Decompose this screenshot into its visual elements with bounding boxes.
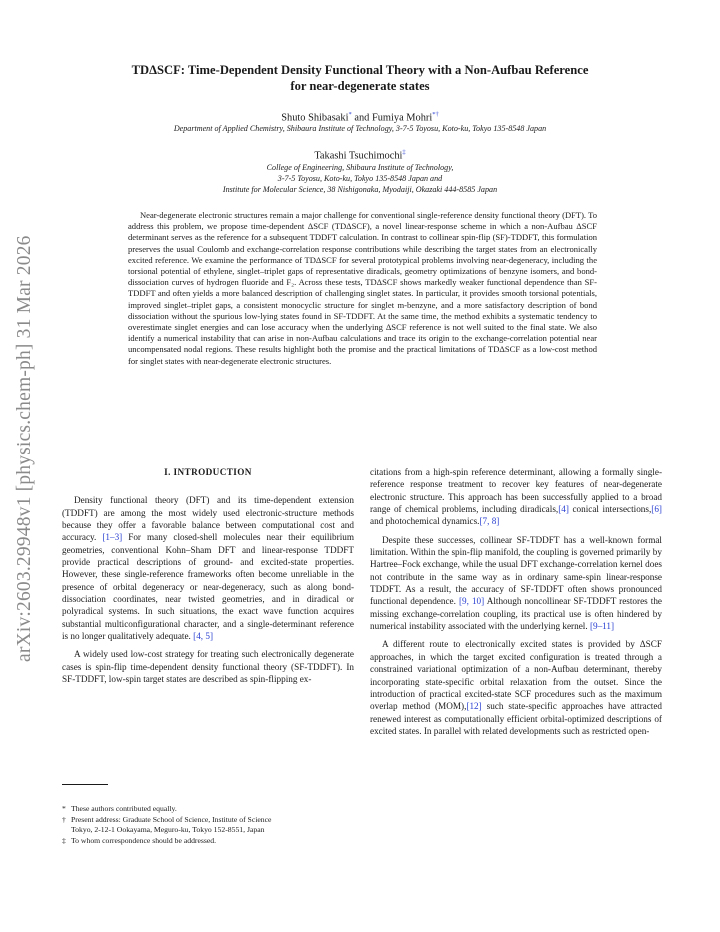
paragraph-text: such state-specific approaches have attracted renewed interest as computationally efficient orbital-optimized descriptions of excited states. In parallel with related developments such as restricted open- (370, 701, 663, 736)
paragraph: A widely used low-cost strategy for treating such electronically degenerate cases is spin-flip time-dependent density functional theory (SF-TDDFT). In SF-TDDFT, low-spin target states are described as spin-flipping ex- (62, 649, 354, 685)
footnote-text: Present address: Graduate School of Science, Institute of Science (71, 814, 272, 824)
author-line-1 (60, 111, 660, 123)
author-name: Shuto Shibasaki (281, 112, 349, 124)
paragraph-text: Although noncollinear SF-TDDFT restores the missing exchange-correlation coupling, its practical use is often hindered by numerical instability associated with the underlying kernel. (370, 596, 662, 632)
abstract: Near-degenerate electronic structures remain a major challenge for conventional single-reference density functional theory (DFT). To address this problem, we propose time-dependent ΔSCF (TDΔSCF), a novel linear-response scheme in which a non-Aufbau ΔSCF determinant serves as the reference for a subsequent TDDFT calculation. In contrast to collinear spin-flip (SF)-TDDFT, this formulation preserves the usual Coulomb and exchange-correlation response contributions while describing the target states from an electronically excited reference. We examine the performance of TDΔSCF for several prototypical problems involving near-degeneracy, including the torsional potential of ethylene, singlet–triplet gaps of representative diradicals, geometry optimizations of benzyne isomers, and bond-dissociation curves of hydrogen fluoride and F₂. Across these tests, TDΔSCF shows markedly weaker functional dependence than SF-TDDFT and often yields a more balanced description of challenging singlet states. In particular, it provides smooth torsional potentials, improved singlet–triplet gaps, a consistent monocyclic structure for singlet m-benzyne, and a more satisfactory description of bond dissociation without the spurious low-lying states found in SF-TDDFT. At the same time, the method exhibits a systematic tendency to overestimate singlet energies and can lose accuracy when the underlying ΔSCF reference is not well suited to the final state. We also identify a numerical instability that can arise in non-Aufbau calculations and trace its origin to the exchange-correlation potential near uncompensated nodal regions. These results highlight both the promise and the practical limitations of TDΔSCF as a low-cost method for singlet states with near-degenerate electronic structures. (128, 210, 597, 366)
footnote-mark: † (62, 814, 66, 824)
footnote-text: These authors contributed equally. (71, 804, 177, 813)
paragraph-text: For many closed-shell molecules near their equilibrium geometries, conventional Kohn–Sham DFT and linear-response TDDFT provide practical descriptions of ground- and excited-state properties. However, these single-reference frameworks often become unreliable in the presence of orbital degeneracy or near-degeneracy, such as along bond-dissociation coordinates, near twisted geometries, and in diradical or polyradical systems. In such situations, the exact wave function acquires substantial multiconfigurational character, and a single-determinant reference is no longer qualitatively adequate. (62, 532, 354, 642)
left-column (62, 466, 354, 686)
citation-link[interactable]: [7, 8] (479, 516, 500, 527)
paragraph-text: citations from a high-spin reference determinant, allowing a formally single-reference response treatment to recover key features of near-degenerate electronic structure. This approach has been successfully applied to a broad range of chemical problems, including diradicals, (370, 467, 662, 515)
citation-link[interactable]: [1–3] (102, 532, 123, 543)
paragraph-text: and photochemical dynamics. (370, 516, 480, 527)
paragraph-text: A different route to electronically excited states is provided by ΔSCF approaches, in which the target excited configuration is treated through a constrained variational optimization of a non-Aufbau determinant, thereby incorporating state-specific orbital relaxation from the outset. Since the introduction of practical excited-state SCF procedures such as the maximum overlap method (MOM), (370, 639, 662, 712)
footnote (62, 815, 354, 836)
author-mark[interactable]: ‡ (402, 149, 406, 156)
footnotes (62, 804, 354, 846)
affiliation-2-line: 3-7-5 Toyosu, Koto-ku, Tokyo 135-8548 Japan and (277, 174, 443, 184)
author-conjunction: and (351, 112, 372, 124)
author-name: Fumiya Mohri (371, 112, 433, 124)
right-column (370, 466, 662, 737)
arxiv-identifier-stamp: arXiv:2603.29948v1 [physics.chem-ph] 31 Mar 2026 (14, 235, 35, 662)
title-line-2: for near-degenerate states (290, 79, 430, 93)
paragraph-text: Density functional theory (DFT) and its time-dependent extension (TDDFT) are among the most widely used electronic-structure methods because they offer a favorable balance between computational cost and accuracy. (62, 495, 354, 543)
citation-link[interactable]: [6] (651, 504, 662, 515)
paragraph (370, 638, 662, 737)
citation-link[interactable]: [9–11] (589, 621, 615, 632)
affiliation-2 (60, 162, 660, 196)
title-line-1: TDΔSCF: Time-Dependent Density Functional Theory with a Non-Aufbau Reference (131, 63, 589, 77)
footnote (62, 836, 354, 847)
footnote-text: Tokyo, 2-12-1 Ookayama, Meguro-ku, Tokyo 152-8551, Japan (71, 825, 265, 834)
footnote-mark: ‡ (62, 835, 66, 845)
author-mark[interactable]: * (348, 111, 352, 118)
footnote-mark: * (62, 804, 66, 813)
paper-title (60, 62, 660, 94)
author-line-2 (60, 149, 660, 161)
paragraph (370, 534, 662, 633)
section-heading-introduction: I. INTRODUCTION (164, 467, 252, 477)
affiliation-1: Department of Applied Chemistry, Shibaura Institute of Technology, 3-7-5 Toyosu, Koto-ku, Tokyo 135-8548 Japan (173, 124, 547, 133)
author-name: Takashi Tsuchimochi (314, 150, 403, 162)
citation-link[interactable]: [9, 10] (458, 596, 485, 607)
affiliation-2-line: College of Engineering, Shibaura Institute of Technology, (266, 163, 454, 172)
citation-link[interactable]: [4] (558, 504, 569, 515)
citation-link[interactable]: [12] (466, 701, 482, 712)
author-mark[interactable]: *† (432, 111, 439, 118)
paragraph (62, 494, 354, 642)
footnote (62, 804, 354, 815)
footnote-divider (62, 784, 108, 785)
paragraph-text: conical intersections, (568, 504, 652, 515)
paragraph (370, 466, 662, 528)
citation-link[interactable]: [4, 5] (193, 631, 214, 642)
paragraph-text: Despite these successes, collinear SF-TDDFT has a well-known formal limitation. Within the spin-flip manifold, the coupling is governed primarily by Hartree–Fock exchange, while the usual DFT exchange-correlation kernel does not contribute in the same way as in ordinary same-spin linear-response TDDFT. As a result, the accuracy of SF-TDDFT often shows pronounced functional dependence. (370, 534, 662, 607)
affiliation-2-line: Institute for Molecular Science, 38 Nishigonaka, Myodaiji, Okazaki 444-8585 Japan (222, 185, 498, 195)
footnote-text: To whom correspondence should be addressed. (71, 835, 217, 845)
